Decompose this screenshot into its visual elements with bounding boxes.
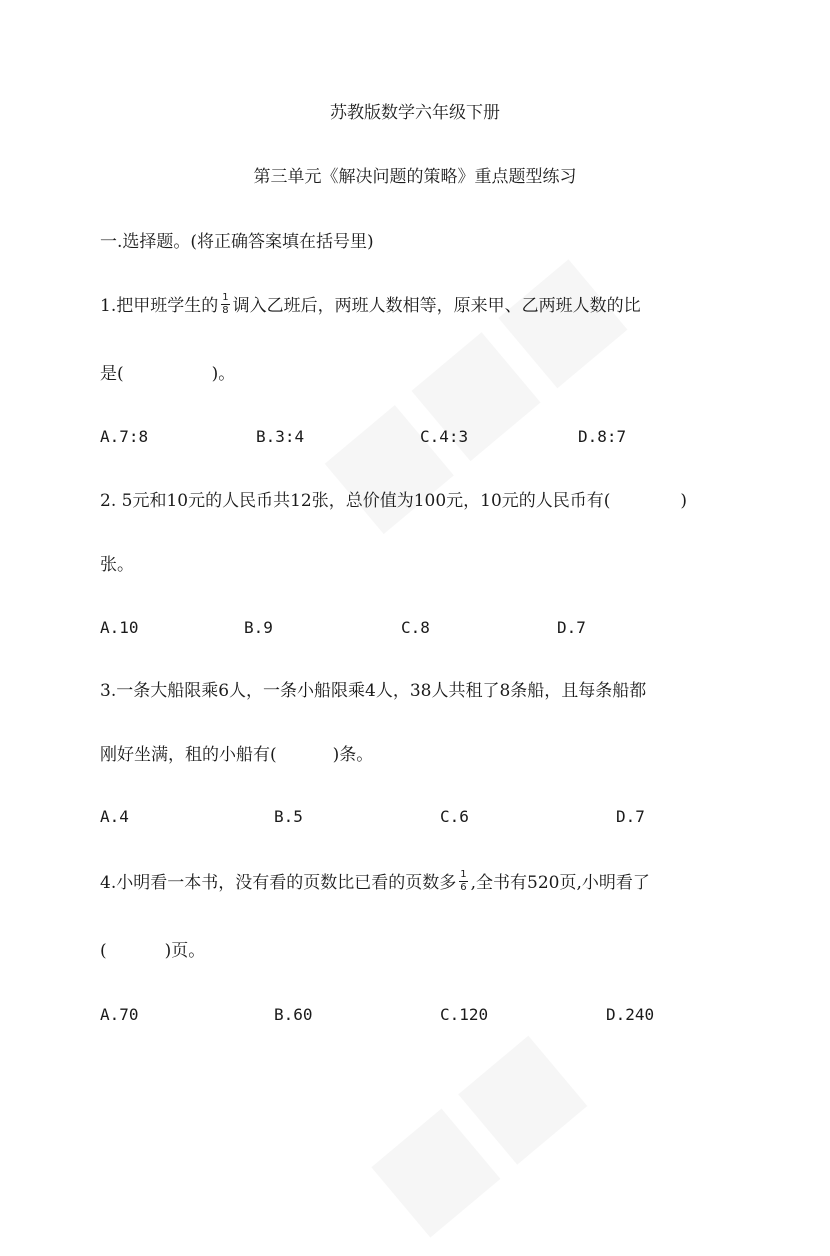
question-4-text-suffix: ,全书有520页,小明看了 — [470, 873, 650, 893]
question-4-line-2-prefix: ( — [100, 941, 107, 961]
question-3-option-c: C.6 — [440, 807, 469, 826]
question-4-line-2 — [100, 940, 205, 962]
question-3-option-b: B.5 — [274, 807, 303, 826]
fraction-denominator: 6 — [460, 882, 467, 893]
page-subtitle: 第三单元《解决问题的策略》重点题型练习 — [253, 167, 577, 187]
question-2-line-1 — [100, 490, 687, 512]
question-2-line-2: 张。 — [100, 555, 134, 575]
question-3-line-2-prefix: 刚好坐满，租的小船有( — [100, 745, 277, 765]
question-1-text-suffix: 调入乙班后，两班人数相等，原来甲、乙两班人数的比 — [232, 296, 641, 316]
question-3-option-a: A.4 — [100, 807, 129, 826]
question-3-option-d: D.7 — [616, 807, 645, 826]
question-1-text-prefix: 1.把甲班学生的 — [100, 296, 219, 316]
watermark — [342, 1003, 605, 1255]
question-2-text-suffix: ) — [680, 491, 688, 511]
question-2-option-c: C.8 — [401, 618, 430, 637]
question-2-option-d: D.7 — [557, 618, 586, 637]
question-4-text-prefix: 4.小明看一本书，没有看的页数比已看的页数多 — [100, 873, 457, 893]
question-3-line-2 — [100, 744, 373, 766]
question-4-line-1 — [100, 869, 650, 895]
question-2-option-a: A.10 — [100, 618, 139, 637]
question-1-option-d: D.8:7 — [578, 427, 627, 446]
fraction-denominator: 8 — [222, 305, 229, 316]
question-1-option-b: B.3:4 — [256, 427, 305, 446]
question-2-text-prefix: 2. 5元和10元的人民币共12张，总价值为100元，10元的人民币有( — [100, 491, 611, 511]
section-heading: 一.选择题。(将正确答案填在括号里) — [100, 232, 374, 252]
question-4-option-a: A.70 — [100, 1005, 139, 1024]
question-4-option-b: B.60 — [274, 1005, 313, 1024]
question-4-option-d: D.240 — [606, 1005, 655, 1024]
question-4-fraction — [459, 870, 467, 893]
question-1-line-2-suffix: )。 — [211, 364, 236, 384]
question-3-line-1: 3.一条大船限乘6人，一条小船限乘4人，38人共租了8条船，且每条船都 — [100, 681, 647, 701]
question-1-line-2 — [100, 363, 235, 385]
fraction-numerator: 1 — [222, 292, 229, 303]
fraction-numerator: 1 — [460, 869, 467, 880]
question-4-line-2-suffix: )页。 — [164, 941, 206, 961]
question-1-option-a: A.7:8 — [100, 427, 149, 446]
question-2-option-b: B.9 — [244, 618, 273, 637]
question-1-fraction — [221, 293, 229, 316]
question-4-option-c: C.120 — [440, 1005, 489, 1024]
question-1-line-2-prefix: 是( — [100, 364, 124, 384]
question-3-line-2-suffix: )条。 — [332, 745, 374, 765]
question-1-option-c: C.4:3 — [420, 427, 469, 446]
page-title: 苏教版数学六年级下册 — [330, 103, 500, 123]
question-1-line-1 — [100, 292, 641, 318]
